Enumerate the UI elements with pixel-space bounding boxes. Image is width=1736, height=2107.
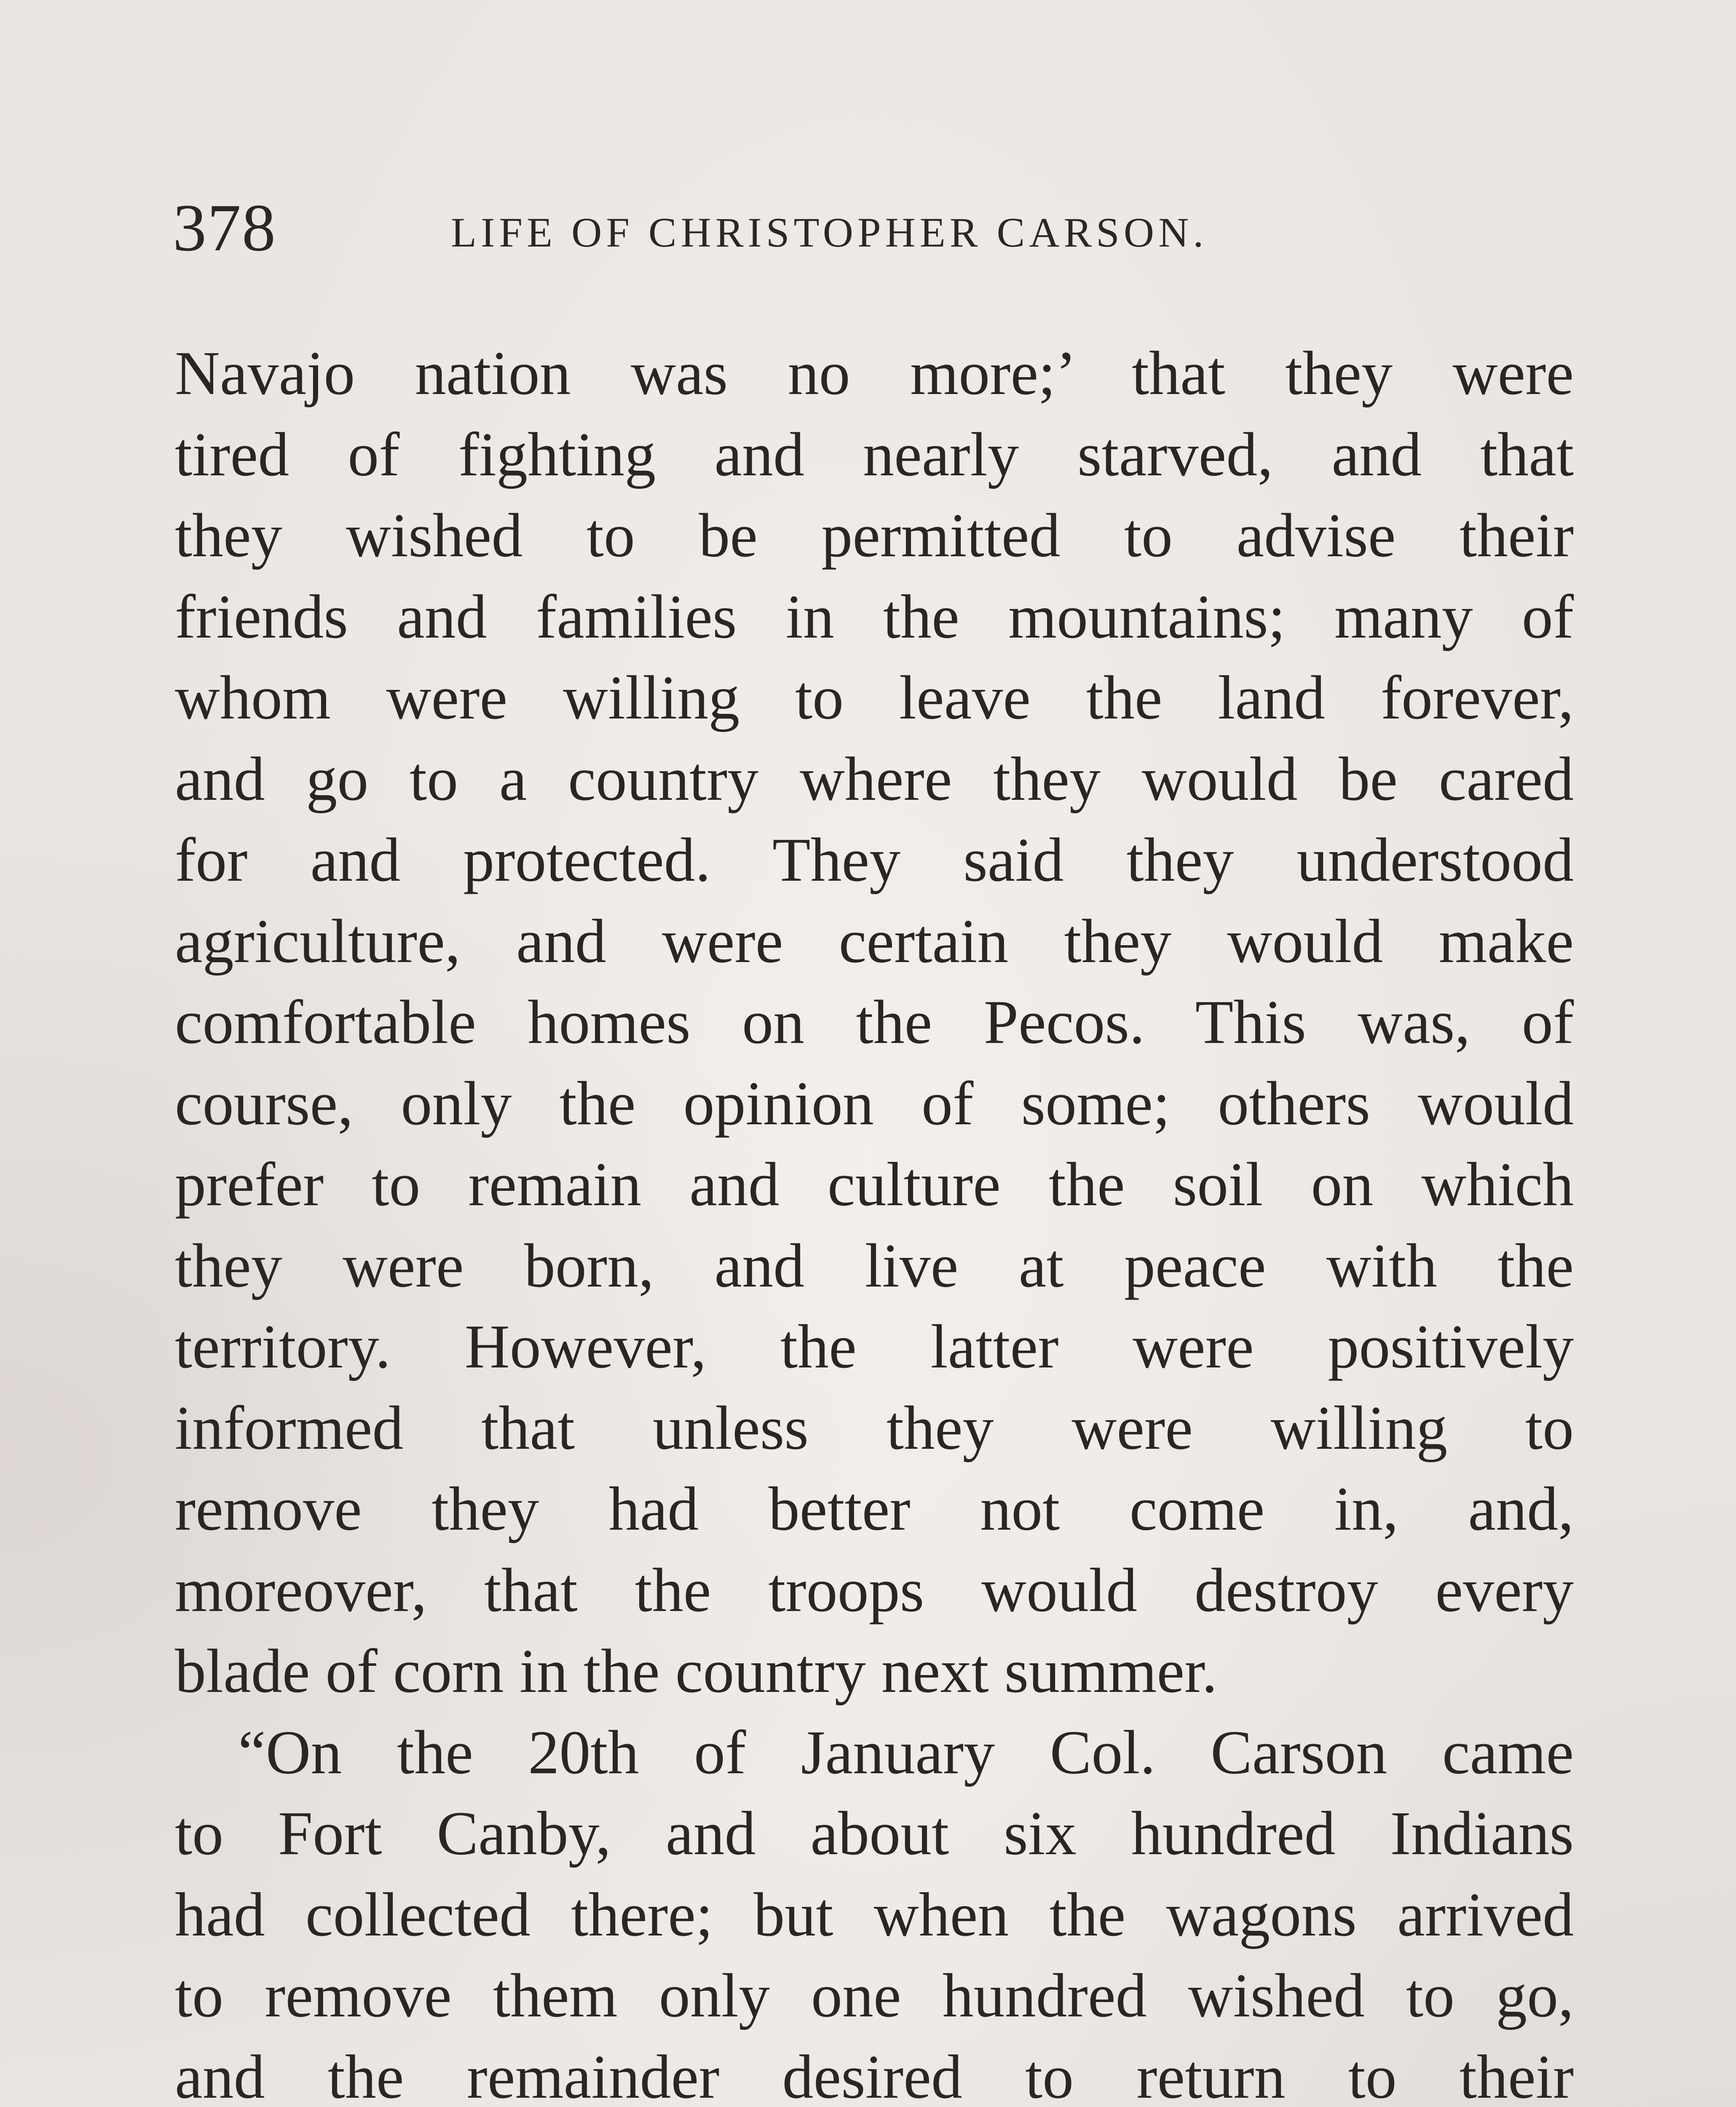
text-line: and the remainder desired to return to their [175, 2042, 1574, 2107]
text-line: they wished to be permitted to advise their [175, 501, 1574, 570]
text-line: remove they had better not come in, and, [175, 1474, 1574, 1544]
text-line: informed that unless they were willing to [175, 1393, 1574, 1463]
running-head: LIFE OF CHRISTOPHER CARSON. [451, 209, 1208, 256]
page-header [173, 185, 1580, 270]
page-number: 378 [173, 190, 276, 265]
text-line: tired of fighting and nearly starved, and that [175, 420, 1574, 489]
text-line: territory. However, the latter were positively [175, 1312, 1574, 1381]
text-line: friends and families in the mountains; many of [175, 582, 1574, 651]
text-line: had collected there; but when the wagons arrived [175, 1880, 1574, 1949]
text-line: course, only the opinion of some; others would [175, 1069, 1574, 1138]
text-line: Navajo nation was no more;’ that they were [175, 339, 1574, 408]
text-line: prefer to remain and culture the soil on which [175, 1150, 1574, 1219]
text-line: to remove them only one hundred wished to go, [175, 1961, 1574, 2030]
text-line: blade of corn in the country next summer. [175, 1637, 1218, 1706]
text-line: for and protected. They said they understood [175, 826, 1574, 895]
text-line: they were born, and live at peace with the [175, 1231, 1574, 1300]
text-line: comfortable homes on the Pecos. This was, of [175, 988, 1574, 1057]
text-line: “On the 20th of January Col. Carson came [238, 1718, 1574, 1787]
text-line: and go to a country where they would be cared [175, 744, 1574, 814]
text-line: moreover, that the troops would destroy every [175, 1555, 1574, 1625]
text-line: to Fort Canby, and about six hundred Indians [175, 1799, 1574, 1868]
text-line: whom were willing to leave the land forever, [175, 663, 1574, 732]
text-line: agriculture, and were certain they would make [175, 906, 1574, 976]
body-text [175, 333, 1574, 2107]
